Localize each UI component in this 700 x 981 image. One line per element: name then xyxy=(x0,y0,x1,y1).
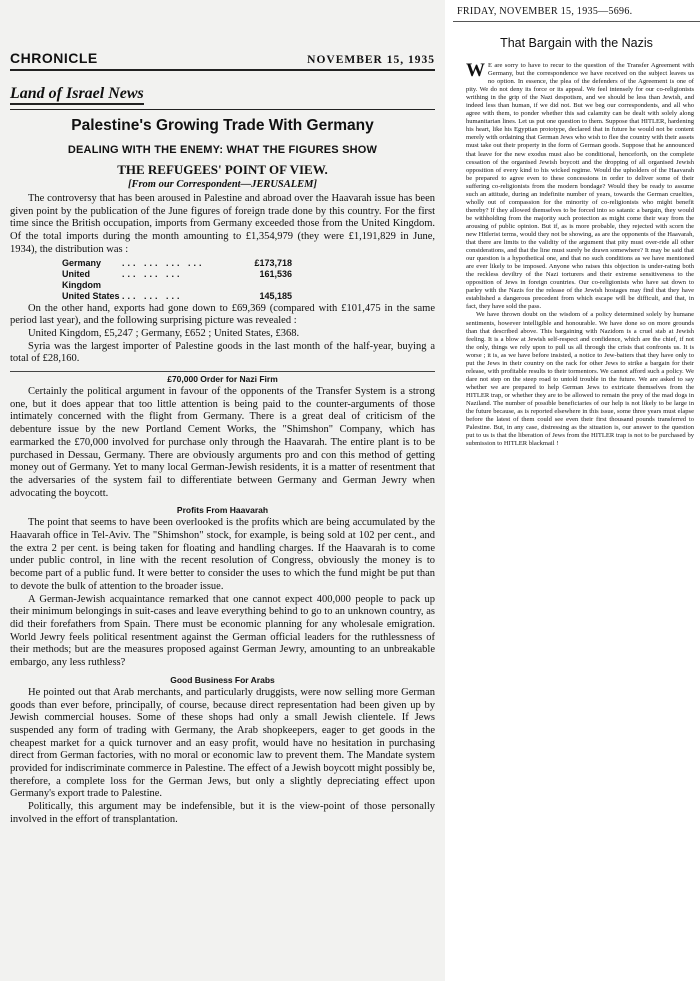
imports-table xyxy=(62,258,435,302)
paragraph: He pointed out that Arab merchants, and particularly druggists, were now selling more German goods than ever before, principally, of course, because direct representation had been given up by Jewish commercial houses. Some of these shops had only a small Jewish clientele. If Jews suspended any form of trading with Germany, the Arab shopkeepers, eager to get goods in the cheapest market for a quick turnover and an easy profit, would have no hesitation in purchasing direct from German factories, with no moral or economic law to prevent them. The Mandate system provided for indiscriminate commerce in Palestine. The effect of a Jewish boycott might possibly be, therefore, a complete loss for the German Jews, but only a slightly depreciating effect upon Germany's export trade to Palestine. xyxy=(10,686,435,800)
paragraph: The point that seems to have been overlooked is the profits which are being accumulated by the Haavarah office in Tel-Aviv. The "Shimshon" stock, for example, is being sold at 102 per cent., and the extra 2 per cent. is being taken for floating and handling charges. If the Haavarah is to come under public control, in line with the recent resolution of Congress, obviously the money is to become part of a public fund. It were better to consider the uses to which the fund might be put than to devote the bulk of attention to the broader issue. xyxy=(10,517,435,592)
dateline: FRIDAY, NOVEMBER 15, 1935—5696. xyxy=(453,0,700,22)
imports-country: Germany xyxy=(62,257,102,268)
imports-row xyxy=(62,291,292,302)
paragraph xyxy=(466,62,694,311)
editorial-body xyxy=(466,62,694,448)
divider xyxy=(10,109,435,110)
subheading: Good Business For Arabs xyxy=(170,674,275,685)
imports-row xyxy=(62,269,292,291)
imports-value: £173,718 xyxy=(254,257,292,268)
drop-cap: W xyxy=(466,60,485,81)
subheadline: DEALING WITH THE ENEMY: WHAT THE FIGURES SHOW xyxy=(67,144,378,156)
left-article xyxy=(10,10,435,827)
imports-country: United Kingdom xyxy=(62,268,101,290)
section-title: THE REFUGEES' POINT OF VIEW. xyxy=(117,162,328,177)
page-heading: Land of Israel News xyxy=(10,85,144,105)
paragraph: We have thrown doubt on the wisdom of a policy determined solely by humane sentiments, however intelligible and honourable. We have done so on more grounds than that described above. This bargaining with Nazidom is a cruel stab at Jewish feeling. It is a blow at Jewish self-respect and confidence, which are the chief, if not the only, things we rely upon to pull us all through the crisis that confronts us. It is worse ; it is, as we have before insisted, a notice to Jew-baiters that they have only to put the Jews in their country on the rack for other Jews to strike a bargain for their release, with profitable results to their tormentors. We cannot afford such a policy. We dare not step on the steep road to untold trouble in the future. We are asked to say whether we are prepared to help German Jews to extricate themselves from the HITLER trap, or whether they are to be allowed to remain the prey of the mad dogs in Naziland. The number of possible beneficiaries of our help is not likely to be large in the future because, as is reported elsewhere in this issue, some three years must elapse before the latest of them could see even their first thousand pounds transferred to Palestine. But, in any case, distressing as the situation is, our answer to the question put to us is that the liberation of Jews from the HITLER trap is not to be purchased by submission to HITLER blackmail ! xyxy=(466,311,694,448)
headline: Palestine's Growing Trade With Germany xyxy=(71,117,374,134)
imports-value: 161,536 xyxy=(259,268,292,279)
paragraph: Politically, this argument may be indefensible, but it is the view-point of those personally involved in the effort of transplantation. xyxy=(10,801,435,825)
paragraph: Syria was the largest importer of Palestine goods in the last month of the half-year, buying a total of £28,160. xyxy=(10,340,435,365)
paragraph: The controversy that has been aroused in Palestine and abroad over the Haavarah issue has been given point by the publication of the June figures of foreign trade done by this country. For the first time since the British occupation, imports from Germany exceeded those from the United Kingdom. Of the total imports during the month amounting to £1,354,979 (they were £1,191,829 in June, 1934), the distribution was : xyxy=(10,193,435,255)
paragraph: A German-Jewish acquaintance remarked that one cannot expect 400,000 people to pack up their minimum belongings in suit-cases and leave everything behind to go to an unknown country, as did their forefathers from Spain. There must be economic planning for any wholesale emigration. World Jewry feels political resentment against the German official leaders for the ruthlessness of their methods; but are the measures proposed against German Jewry, amounting to an unbreakable embargo, any less ruthless? xyxy=(10,593,435,669)
leader-dots: ... ... ... ... xyxy=(122,257,205,268)
correspondent-line: [From our Correspondent—JERUSALEM] xyxy=(127,179,318,190)
section-name: CHRONICLE xyxy=(10,50,98,66)
paragraph: Certainly the political argument in favour of the opponents of the Transfer System is a strong one, but it does appear that too little attention is being paid to the counter-arguments of those intimately concerned with the flight from Germany. There is a great deal of criticism of the debenture issue by the new Portland Cement Works, the "Shimshon" Company, which has earmarked the £70,000 involved for purchase only through the Haavarah. The entire plant is to be purchased in Dessau, Germany. There are obviously arguments pro and con this method of getting money out of Germany. Yet to many local German-Jewish residents, it is a matter of resentment that the adversaries of the system fail to differentiate between Germany and German Jewry when advocating the boycott. xyxy=(10,386,435,499)
paragraph: United Kingdom, £5,247 ; Germany, £652 ; United States, £368. xyxy=(28,327,300,339)
paragraph-text: E are sorry to have to recur to the question of the Transfer Agreement with Germany, but the correspondence we have received on the subject leaves us no option. In essence, the plea of the defenders of the Agreement is one of pity. We do not deny its force or its appeal. We feel intensely for our co-religionists writhing in the grip of the Nazi despotism, and we should be less than Jewish, and indeed less than human, if we did not. But we beg our correspondents, and all who agree with them, to ponder whether this sad calamity can be dealt with solely along humanitarian lines. Let us put one question to them. Suppose that HITLER, hardening his heart, like his Egyptian prototype, declared that in future he would not be content merely with ordaining that German Jews who wish to flee the country with their assets must take out their property in the form of German goods. Suppose that he announced that leave for the new exodus must also be conditional, henceforth, on the complete cessation of the organised Jewish boycott and the dropping of all organised Jewish opposition of every kind to his wicked regime. Would the upholders of the Haavarah be prepared to agree even to these concessions in order to deliver some of their suffering co-religionists from the modern bondage? Would they be ready to assume such an attitude, during an indefinite number of years, towards the German cruelties, wholly out of compassion for the minority of co-religionists who might benefit thereby? If they allowed themselves to be forced into so satanic a bargain, they would be withholding from the majority such protection as might come their way from the arousing of public opinion. But if, as is more probable, they rejected with scorn the new Hitlerist terms, would they not be showing, as are the opponents of the Haavarah, that there are limits to the validity of the argument that pity must over-ride all other considerations, and that the line must surely be drawn somewhere? It may be said that our question is a hypothetical one, and that no such conditions as we have mentioned are ever likely to be imposed. Anyone who raises this objection is under-rating both the reckless deviltry of the Nazi torturers and their extreme sensitiveness to the opposition of Jews in foreign countries. Our co-religionists who have sat down to parley with the Nazis for the release of the Jewish hostages may find that they have established a dangerous precedent from which escape will be difficult, and that, in fact, they have sold the pass. xyxy=(466,62,694,311)
subheading: Profits From Haavarah xyxy=(176,505,269,516)
page-date: NOVEMBER 15, 1935 xyxy=(307,54,435,66)
imports-value: 145,185 xyxy=(259,290,292,301)
imports-country: United States xyxy=(62,290,120,301)
imports-row xyxy=(62,258,292,269)
right-clipping xyxy=(453,0,700,981)
leader-dots: ... ... ... xyxy=(122,290,183,301)
paragraph: On the other hand, exports had gone down to £69,369 (compared with £101,475 in the same period last year), and the following surprising picture was revealed : xyxy=(10,302,435,327)
subheading: £70,000 Order for Nazi Firm xyxy=(10,371,435,384)
page-header xyxy=(10,10,435,71)
editorial-title: That Bargain with the Nazis xyxy=(500,36,653,50)
leader-dots: ... ... ... xyxy=(122,268,183,279)
